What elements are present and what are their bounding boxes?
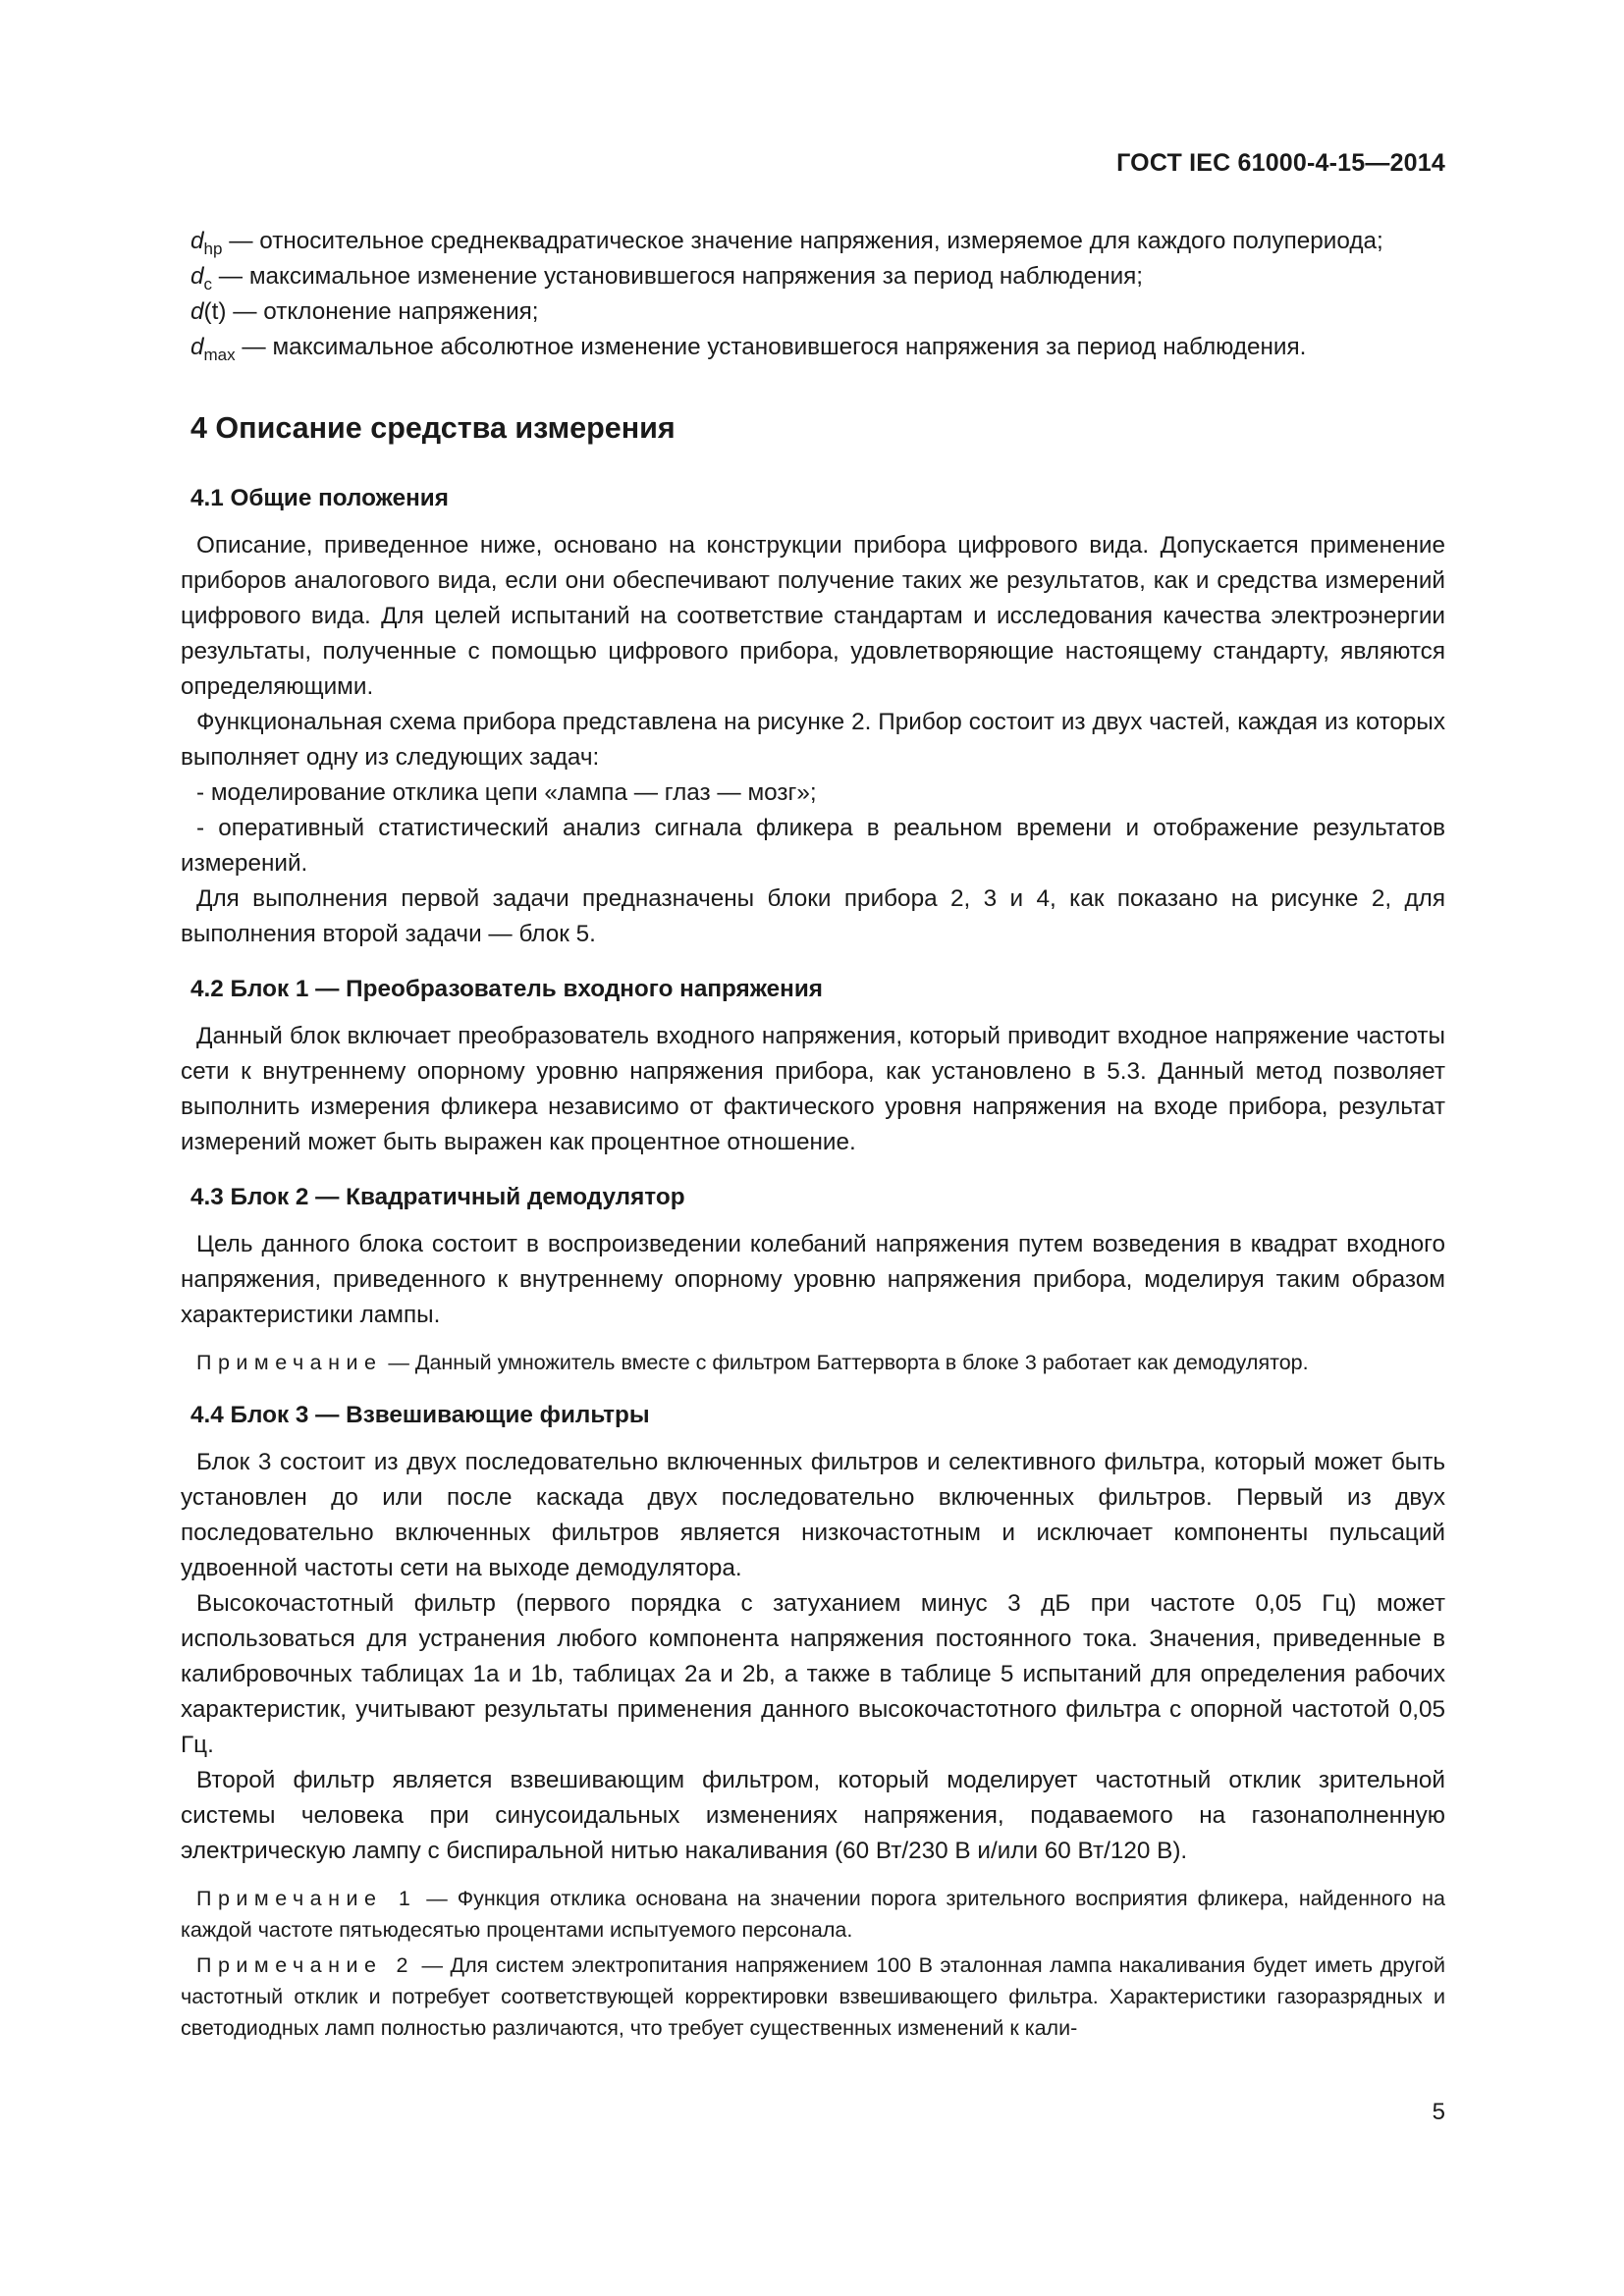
page-number: 5 [1432,2099,1445,2125]
section-4-4-title: 4.4 Блок 3 — Взвешивающие фильтры [190,1402,650,1428]
section-4-title: 4 Описание средства измерения [190,411,676,445]
definition-dc: $d_c$ — максимальное изменение установившегося напряжения за период наблюдения; [190,263,1144,294]
section-4-1-paragraph-3: Для выполнения первой задачи предназначены блоки прибора 2, 3 и 4, как показано на рисунке 2, для выполнения второй задачи — блок 5. [181,885,1445,947]
section-4-4-note-2: Примечание 2 — Для систем электропитания напряжением 100 В эталонная лампа накаливания будет иметь другой частотный отклик и потребует соответствующей корректировки взвешивающего фильтра. Характеристики газоразрядных и светодиодных ламп полностью различаются, что требует существенных изменений к кали- [181,1953,1445,2040]
definition-dt: d(t) — отклонение напряжения; [190,298,539,325]
section-4-2-paragraph-1: Данный блок включает преобразователь входного напряжения, который приводит входное напряжение частоты сети к внутреннему опорному уровню напряжения прибора, как установлено в 5.3. Данный метод позволяет выполнить измерения фликера независимо от фактического уровня напряжения на входе прибора, результат измерений может быть выражен как процентное отношение. [181,1023,1445,1155]
section-4-1-title: 4.1 Общие положения [190,485,449,511]
section-4-1-paragraph-1: Описание, приведенное ниже, основано на конструкции прибора цифрового вида. Допускается применение приборов аналогового вида, если они обеспечивают получение таких же результатов, как и средства измерений цифрового вида. Для целей испытаний на соответствие стандартам и исследования качества электроэнергии результаты, полученные с помощью цифрового прибора, удовлетворяющие настоящему стандарту, являются определяющими. [181,532,1445,700]
section-4-4-paragraph-2: Высокочастотный фильтр (первого порядка с затуханием минус 3 дБ при частоте 0,05 Гц) может использоваться для устранения любого компонента напряжения постоянного тока. Значения, приведенные в калибровочных таблицах 1a и 1b, таблицах 2a и 2b, а также в таблице 5 испытаний для определения рабочих характеристик, учитывают результаты применения данного высокочастотного фильтра с опорной частотой 0,05 Гц. [181,1590,1445,1758]
section-4-1-list-item-1: - моделирование отклика цепи «лампа — глаз — мозг»; [196,779,817,806]
section-4-3-note: Примечание — Данный умножитель вместе с фильтром Баттерворта в блоке 3 работает как демодулятор. [196,1351,1309,1374]
section-4-3-title: 4.3 Блок 2 — Квадратичный демодулятор [190,1184,685,1210]
section-4-1-paragraph-2: Функциональная схема прибора представлена на рисунке 2. Прибор состоит из двух частей, каждая из которых выполняет одну из следующих задач: [181,709,1445,771]
section-4-4-paragraph-3: Второй фильтр является взвешивающим фильтром, который моделирует частотный отклик зрительной системы человека при синусоидальных изменениях напряжения, подаваемого на газонаполненную электрическую лампу с биспиральной нитью накаливания (60 Вт/230 В и/или 60 Вт/120 В). [181,1767,1445,1864]
section-4-1-list-item-2: - оперативный статистический анализ сигнала фликера в реальном времени и отображение результатов измерений. [181,815,1445,877]
document-header: ГОСТ IEC 61000-4-15—2014 [1116,149,1445,177]
definition-dhp: $d_{hp}$ — относительное среднеквадратическое значение напряжения, измеряемое для каждого полупериода; [190,228,1383,258]
page-content [181,224,1445,2044]
section-4-2-title: 4.2 Блок 1 — Преобразователь входного напряжения [190,976,823,1002]
definition-dmax: $d_{max}$ — максимальное абсолютное изменение установившегося напряжения за период наблюдения. [190,334,1307,364]
section-4-4-note-1: Примечание 1 — Функция отклика основана на значении порога зрительного восприятия фликера, найденного на каждой частоте пятьюдесятью процентами испытуемого персонала. [181,1887,1445,1942]
section-4-4-paragraph-1: Блок 3 состоит из двух последовательно включенных фильтров и селективного фильтра, который может быть установлен до или после каскада двух последовательно включенных фильтров. Первый из двух последовательно включенных фильтров является низкочастотным и исключает компоненты пульсаций удвоенной частоты сети на выходе демодулятора. [181,1449,1445,1581]
section-4-3-paragraph-1: Цель данного блока состоит в воспроизведении колебаний напряжения путем возведения в квадрат входного напряжения, приведенного к внутреннему опорному уровню напряжения прибора, моделируя таким образом характеристики лампы. [181,1231,1445,1328]
